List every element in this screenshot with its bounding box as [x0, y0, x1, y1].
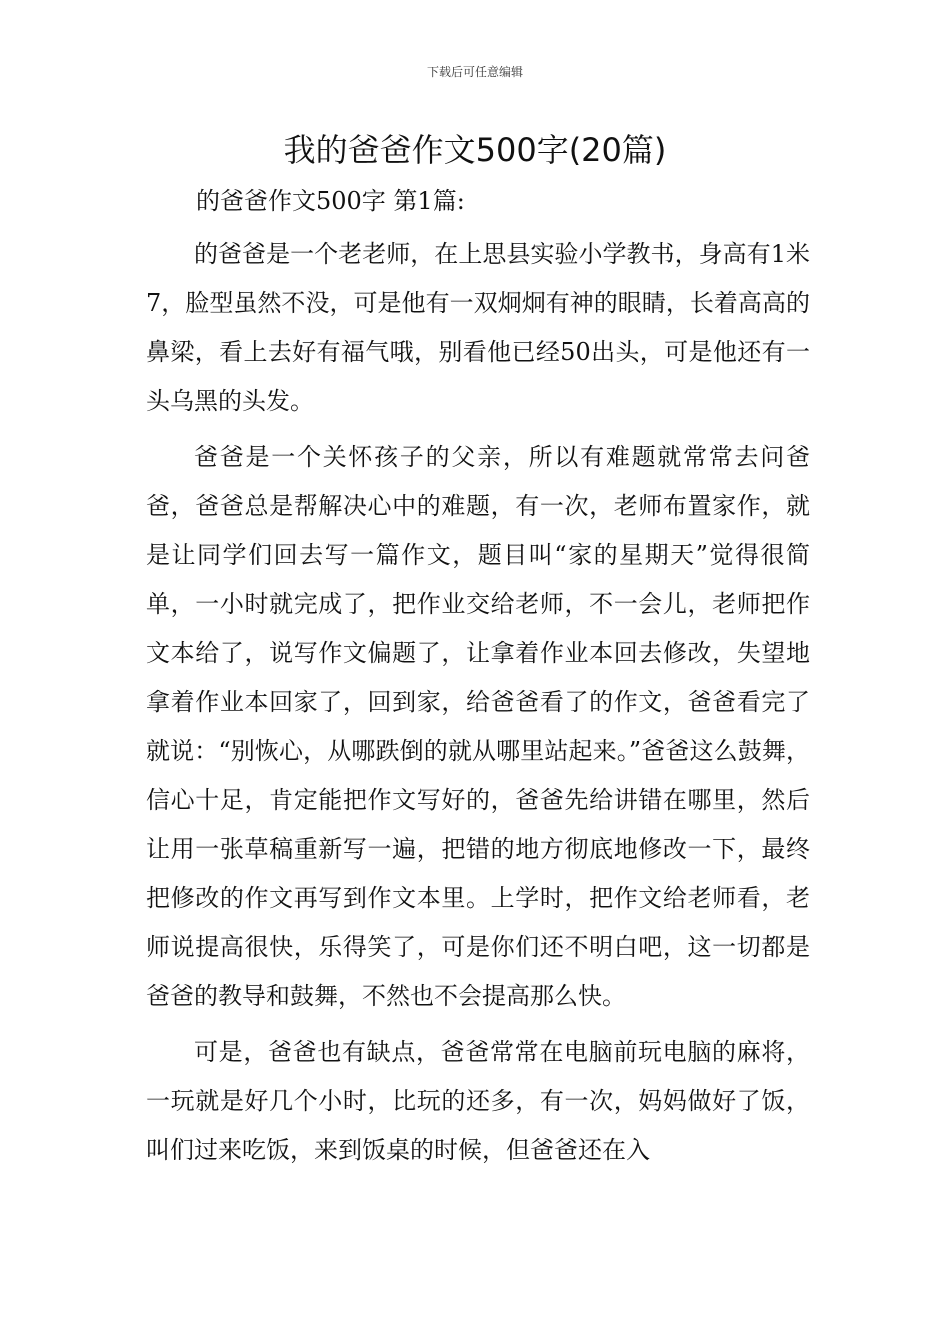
header-note: 下载后可任意编辑 — [426, 65, 523, 79]
body-text — [146, 230, 810, 1182]
section-heading: 的爸爸作文500字 第1篇: — [196, 187, 465, 215]
document-title: 我的爸爸作文500字(20篇) — [283, 131, 667, 169]
paragraph-2: 爸爸是一个关怀孩子的父亲，所以有难题就常常去问爸爸，爸爸总是帮解决心中的难题，有一次，老师布置家作，就是让同学们回去写一篇作文，题目叫“家的星期天”觉得很简单，一小时就完成了，把作业交给老师，不一会儿，老师把作文本给了，说写作文偏题了，让拿着作业本回去修改，失望地拿着作业本回家了，回到家，给爸爸看了的作文，爸爸看完了就说：“别恢心，从哪跌倒的就从哪里站起来。”爸爸这么鼓舞，信心十足，肯定能把作文写好的，爸爸先给讲错在哪里，然后让用一张草稿重新写一遍，把错的地方彻底地修改一下，最终把修改的作文再写到作文本里。上学时，把作文给老师看，老师说提高很快，乐得笑了，可是你们还不明白吧，这一切都是爸爸的教导和鼓舞，不然也不会提高那么快。 — [146, 443, 810, 1010]
paragraph-1: 的爸爸是一个老老师，在上思县实验小学教书，身高有1米7，脸型虽然不没，可是他有一双炯炯有神的眼睛，长着高高的鼻梁，看上去好有福气哦，别看他已经50出头，可是他还有一头乌黑的头发。 — [146, 240, 810, 415]
paragraph-3: 可是，爸爸也有缺点，爸爸常常在电脑前玩电脑的麻将，一玩就是好几个小时，比玩的还多，有一次，妈妈做好了饭，叫们过来吃饭，来到饭桌的时候，但爸爸还在入 — [146, 1038, 810, 1164]
